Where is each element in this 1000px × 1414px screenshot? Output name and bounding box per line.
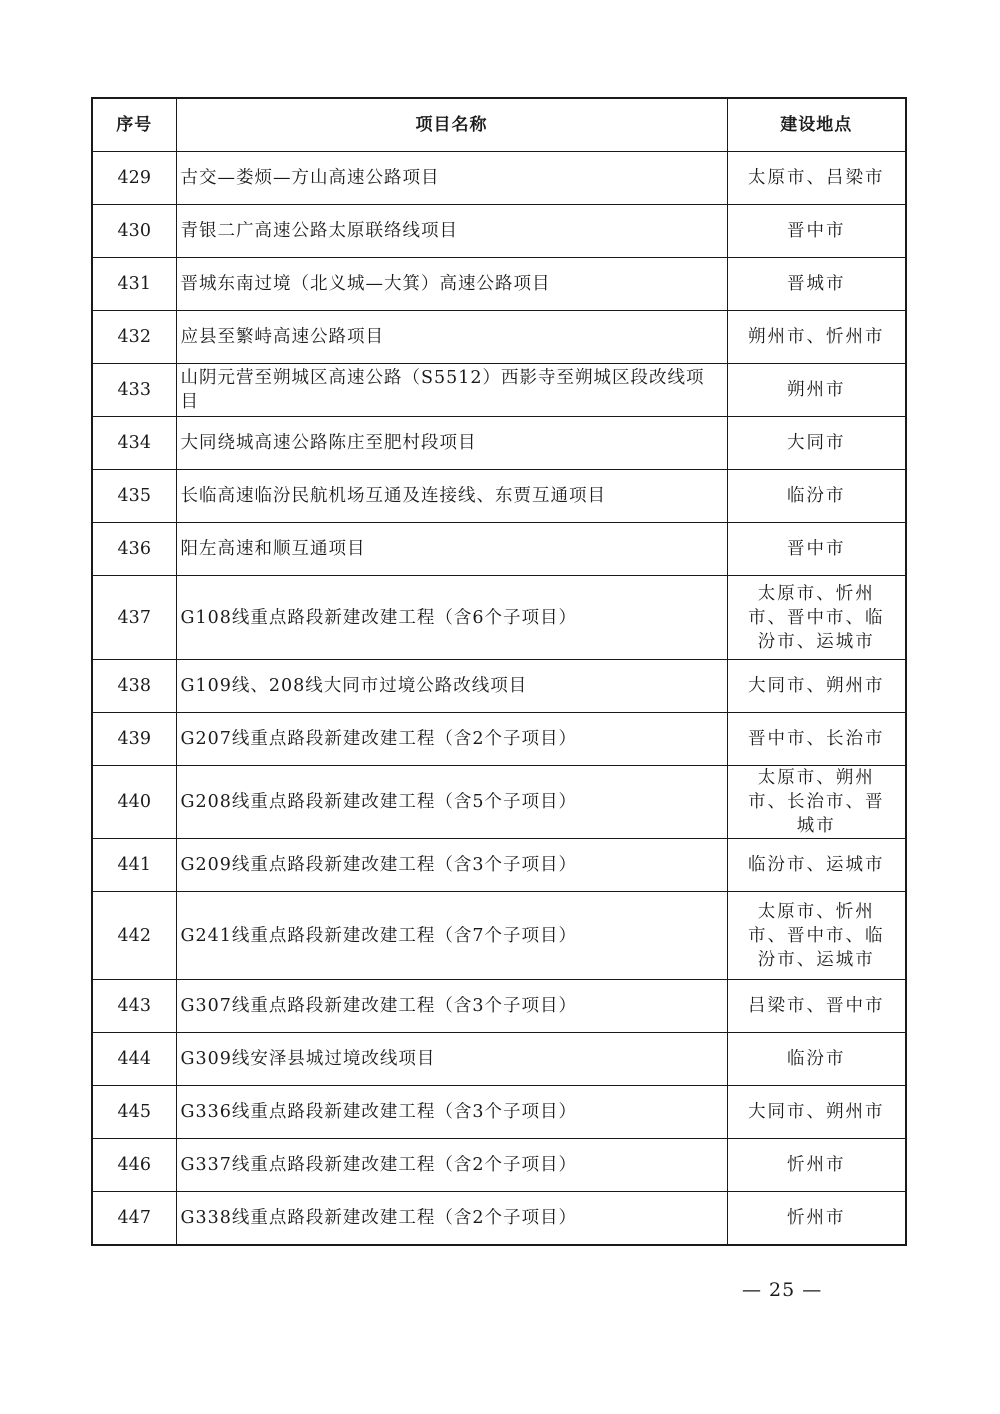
location-text: 吕梁市、晋中市 <box>748 996 885 1016</box>
location-text: 朔州市 <box>787 380 846 400</box>
row-number-cell: 431 <box>92 258 176 311</box>
row-number-cell: 441 <box>92 839 176 892</box>
location-cell <box>727 152 906 205</box>
table-row <box>92 1086 906 1139</box>
table-row <box>92 364 906 417</box>
location-cell <box>727 417 906 470</box>
row-number-cell: 433 <box>92 364 176 417</box>
location-cell <box>727 1192 906 1245</box>
project-table <box>91 97 907 1246</box>
row-number-cell: 436 <box>92 523 176 576</box>
location-cell <box>727 364 906 417</box>
location-cell <box>727 311 906 364</box>
location-text: 晋城市 <box>787 274 846 294</box>
table-row <box>92 1139 906 1192</box>
location-cell <box>727 1033 906 1086</box>
row-number-cell: 437 <box>92 576 176 660</box>
project-name-cell: 长临高速临汾民航机场互通及连接线、东贾互通项目 <box>176 470 727 523</box>
table-row <box>92 258 906 311</box>
location-text: 大同市、朔州市 <box>748 1102 885 1122</box>
project-name-cell: G207线重点路段新建改建工程（含2个子项目） <box>176 713 727 766</box>
location-text: 晋中市 <box>787 221 846 241</box>
location-cell <box>727 576 906 660</box>
location-cell <box>727 523 906 576</box>
row-number-cell: 447 <box>92 1192 176 1245</box>
table-row <box>92 1033 906 1086</box>
project-name-cell: G309线安泽县城过境改线项目 <box>176 1033 727 1086</box>
table-row <box>92 205 906 258</box>
location-cell <box>727 205 906 258</box>
location-cell <box>727 1086 906 1139</box>
location-cell <box>727 660 906 713</box>
project-name-cell: 山阴元营至朔城区高速公路（S5512）西影寺至朔城区段改线项目 <box>176 364 727 417</box>
row-number-cell: 429 <box>92 152 176 205</box>
location-text: 忻州市 <box>787 1207 846 1228</box>
table-row <box>92 470 906 523</box>
location-cell <box>727 839 906 892</box>
location-text: 朔州市、忻州市 <box>748 327 885 347</box>
location-cell <box>727 766 906 839</box>
row-number-cell: 430 <box>92 205 176 258</box>
table-row <box>92 660 906 713</box>
table-row <box>92 980 906 1033</box>
project-name-cell: 阳左高速和顺互通项目 <box>176 523 727 576</box>
project-name-cell: 应县至繁峙高速公路项目 <box>176 311 727 364</box>
project-name-cell: 大同绕城高速公路陈庄至肥村段项目 <box>176 417 727 470</box>
location-text: 晋中市、长治市 <box>748 729 885 749</box>
project-name-cell: 青银二广高速公路太原联络线项目 <box>176 205 727 258</box>
table-row <box>92 892 906 980</box>
location-cell <box>727 1139 906 1192</box>
project-name-cell: G208线重点路段新建改建工程（含5个子项目） <box>176 766 727 839</box>
location-text: 太原市、吕梁市 <box>748 168 885 188</box>
location-text: 临汾市、运城市 <box>748 855 885 875</box>
location-text: 忻州市 <box>787 1155 846 1175</box>
location-text: 太原市、忻州市、晋中市、临汾市、运城市 <box>748 583 885 652</box>
project-name-cell: G109线、208线大同市过境公路改线项目 <box>176 660 727 713</box>
row-number-cell: 445 <box>92 1086 176 1139</box>
project-name-cell: G337线重点路段新建改建工程（含2个子项目） <box>176 1139 727 1192</box>
project-name-cell: G209线重点路段新建改建工程（含3个子项目） <box>176 839 727 892</box>
row-number-cell: 443 <box>92 980 176 1033</box>
table-row <box>92 576 906 660</box>
table-row <box>92 311 906 364</box>
column-header-name: 项目名称 <box>176 98 727 152</box>
row-number-cell: 442 <box>92 892 176 980</box>
project-name-cell: 古交—娄烦—方山高速公路项目 <box>176 152 727 205</box>
location-text: 大同市 <box>787 433 846 453</box>
project-name-cell: 晋城东南过境（北义城—大箕）高速公路项目 <box>176 258 727 311</box>
location-text: 太原市、忻州市、晋中市、临汾市、运城市 <box>748 901 885 970</box>
table-row <box>92 152 906 205</box>
table-header-row <box>92 98 906 152</box>
location-text: 太原市、朔州市、长治市、晋城市 <box>748 768 885 836</box>
table-row <box>92 766 906 839</box>
table-row <box>92 713 906 766</box>
row-number-cell: 432 <box>92 311 176 364</box>
row-number-cell: 444 <box>92 1033 176 1086</box>
table-row <box>92 523 906 576</box>
location-cell <box>727 892 906 980</box>
location-cell <box>727 258 906 311</box>
location-text: 临汾市 <box>787 486 846 506</box>
project-name-cell: G241线重点路段新建改建工程（含7个子项目） <box>176 892 727 980</box>
table-body <box>92 152 906 1245</box>
row-number-cell: 446 <box>92 1139 176 1192</box>
location-cell <box>727 980 906 1033</box>
location-text: 大同市、朔州市 <box>748 676 885 696</box>
page-number: — 25 — <box>742 1279 823 1301</box>
project-name-cell: G338线重点路段新建改建工程（含2个子项目） <box>176 1192 727 1245</box>
row-number-cell: 439 <box>92 713 176 766</box>
project-name-cell: G307线重点路段新建改建工程（含3个子项目） <box>176 980 727 1033</box>
row-number-cell: 435 <box>92 470 176 523</box>
row-number-cell: 434 <box>92 417 176 470</box>
project-name-cell: G336线重点路段新建改建工程（含3个子项目） <box>176 1086 727 1139</box>
location-text: 晋中市 <box>787 539 846 559</box>
row-number-cell: 440 <box>92 766 176 839</box>
location-cell <box>727 713 906 766</box>
column-header-location: 建设地点 <box>727 98 906 152</box>
table-row <box>92 417 906 470</box>
table-row <box>92 839 906 892</box>
location-cell <box>727 470 906 523</box>
location-text: 临汾市 <box>787 1049 846 1069</box>
column-header-no: 序号 <box>92 98 176 152</box>
table-row <box>92 1192 906 1245</box>
row-number-cell: 438 <box>92 660 176 713</box>
project-name-cell: G108线重点路段新建改建工程（含6个子项目） <box>176 576 727 660</box>
